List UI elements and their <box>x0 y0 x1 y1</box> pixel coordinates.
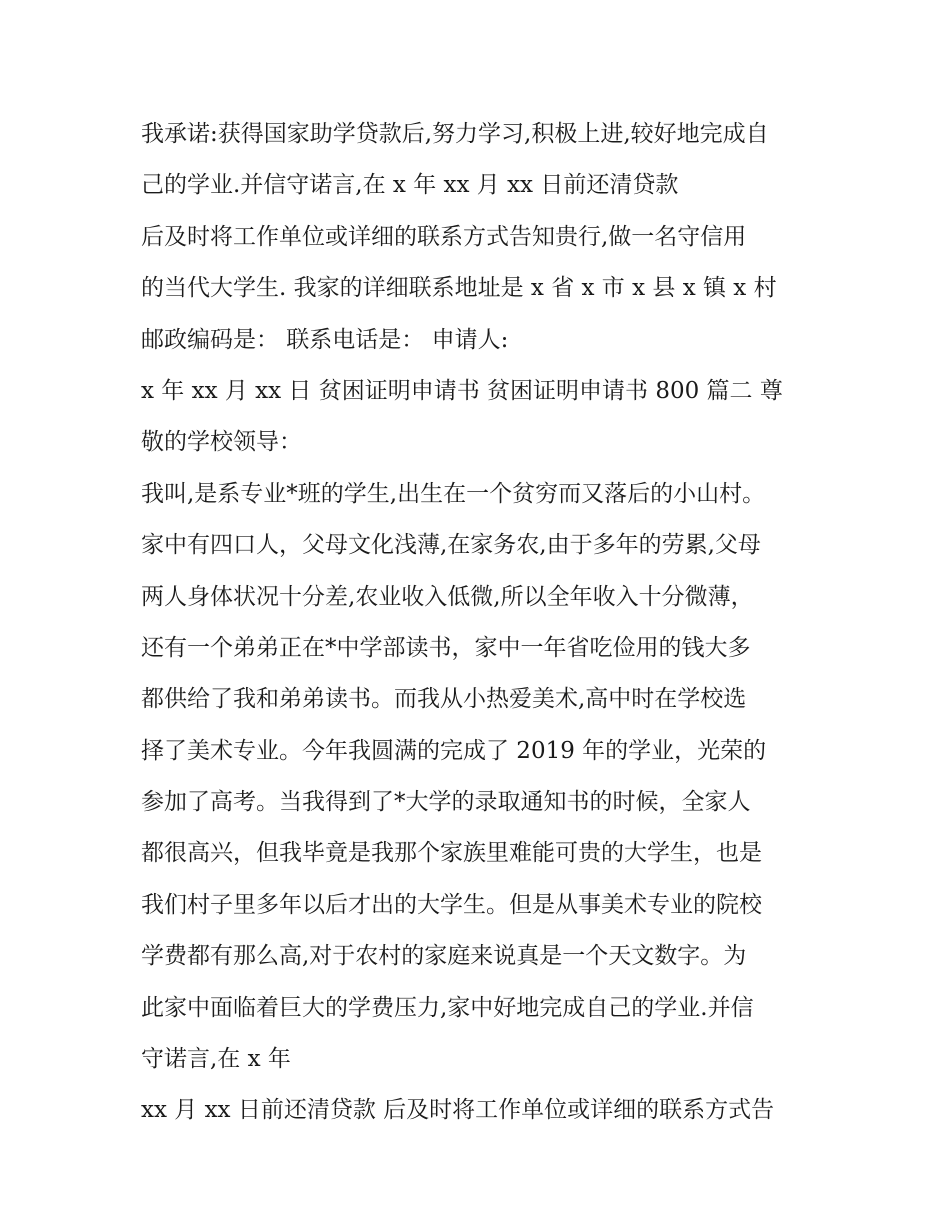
text-line: 敬的学校领导： <box>141 429 302 456</box>
text-line: 择了美术专业。今年我圆满的完成了 2019 年的学业，光荣的 <box>141 737 767 764</box>
text-line: 两人身体状况十分差,农业收入低微,所以全年收入十分微薄， <box>141 583 754 610</box>
text-line: 学费都有那么高,对于农村的家庭来说真是一个天文数字。为 <box>141 943 747 970</box>
text-line: 己的学业.并信守诺言,在 x 年 xx 月 xx 日前还清贷款 <box>141 172 679 199</box>
text-line: 邮政编码是： 联系电话是： 申请人: <box>141 326 509 353</box>
text-line: 我承诺:获得国家助学贷款后,努力学习,积极上进,较好地完成自 <box>141 121 769 147</box>
text-line: 参加了高考。当我得到了*大学的录取通知书的时候，全家人 <box>141 789 751 816</box>
text-line: 都很高兴，但我毕竟是我那个家族里难能可贵的大学生，也是 <box>141 840 762 867</box>
text-line: 守诺言,在 x 年 <box>141 1046 291 1073</box>
text-line: 此家中面临着巨大的学费压力,家中好地完成自己的学业.并信 <box>141 994 754 1021</box>
document-body <box>141 109 821 1137</box>
text-line: 家中有四口人，父母文化浅薄,在家务农,由于多年的劳累,父母 <box>141 532 761 559</box>
text-line: x 年 xx 月 xx 日 贫困证明申请书 贫困证明申请书 800 篇二 尊 <box>141 377 783 404</box>
text-line: 都供给了我和弟弟读书。而我从小热爱美术,高中时在学校选 <box>141 686 747 713</box>
text-line: 后及时将工作单位或详细的联系方式告知贵行,做一名守信用 <box>141 223 747 250</box>
text-line: 我们村子里多年以后才出的大学生。但是从事美术专业的院校 <box>141 891 762 918</box>
text-line: xx 月 xx 日前还清贷款 后及时将工作单位或详细的联系方式告 <box>141 1097 775 1124</box>
text-line: 我叫,是系专业*班的学生,出生在一个贫穷而又落后的小山村。 <box>141 480 766 507</box>
text-line: 的当代大学生. 我家的详细联系地址是 x 省 x 市 x 县 x 镇 x 村 <box>141 275 777 302</box>
text-line: 还有一个弟弟正在*中学部读书，家中一年省吃俭用的钱大多 <box>141 634 751 661</box>
